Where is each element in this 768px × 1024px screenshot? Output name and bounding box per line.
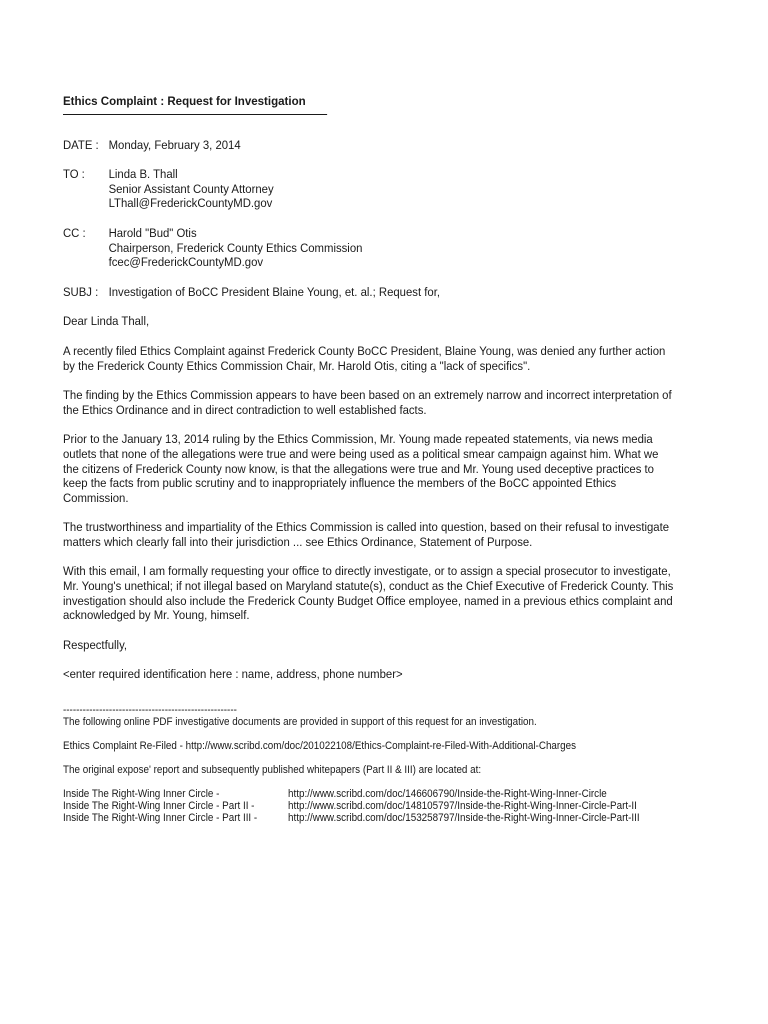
refiled-link[interactable]: Ethics Complaint Re-Filed - http://www.scribd.com/doc/201022108/Ethics-Complaint-re-Filed-With-Additional-Charges: [63, 740, 577, 752]
cc-block: [63, 226, 677, 270]
link-label: Inside The Right-Wing Inner Circle -: [63, 788, 220, 800]
subject-label: SUBJ :: [63, 284, 99, 299]
to-recipient: [109, 167, 274, 211]
body-paragraph: The trustworthiness and impartiality of the Ethics Commission is called into question, based on their refusal to investigate matters which clearly fall into their jurisdiction ... see Ethics Ordinance, Statement of Purpose.: [63, 520, 670, 549]
body-paragraph: A recently filed Ethics Complaint against Frederick County BoCC President, Blaine Young, was denied any further action by the Frederick County Ethics Commission Chair, Mr. Harold Otis, citing a "lack of specifics".: [63, 343, 666, 373]
cc-recipient: [109, 226, 363, 270]
link-row: [63, 788, 714, 800]
link-row: [63, 812, 714, 824]
separator: -----------------------------------------------------: [63, 704, 237, 716]
letter-body: [63, 94, 677, 682]
signature-placeholder: <enter required identification here : name, address, phone number>: [63, 667, 403, 682]
link-row: [63, 800, 714, 812]
body-paragraph: The finding by the Ethics Commission appears to have been based on an extremely narrow and incorrect interpretation of the Ethics Ordinance and in direct contradiction to well established facts.: [63, 388, 672, 417]
subject-value: Investigation of BoCC President Blaine Young, et. al.; Request for,: [108, 284, 440, 299]
cc-title: Chairperson, Frederick County Ethics Commission: [108, 240, 363, 255]
document-title: Ethics Complaint : Request for Investigation: [63, 94, 327, 115]
to-email: LThall@FrederickCountyMD.gov: [108, 196, 273, 211]
body-paragraph: With this email, I am formally requesting your office to directly investigate, or to assign a special prosecutor to investigate, Mr. Young's unethical; if not illegal based on Maryland statute(s), conduct as the Chief Executive of Frederick County. This investigation should also include the Frederick County Budget Office employee, named in a previous ethics complaint and acknowledged by Mr. Young, himself.: [63, 564, 674, 623]
date-line: [63, 138, 677, 153]
subject-line: [63, 285, 677, 300]
link-url[interactable]: http://www.scribd.com/doc/153258797/Inside-the-Right-Wing-Inner-Circle-Part-III: [288, 812, 640, 824]
link-label: Inside The Right-Wing Inner Circle - Part II -: [63, 800, 255, 812]
appendix-intro: The following online PDF investigative documents are provided in support of this request for an investigation.: [63, 716, 537, 728]
cc-name: Harold "Bud" Otis: [108, 225, 197, 240]
to-block: [63, 167, 677, 211]
link-url[interactable]: http://www.scribd.com/doc/146606790/Inside-the-Right-Wing-Inner-Circle: [288, 788, 607, 800]
link-list: [63, 788, 714, 824]
body-paragraph: Prior to the January 13, 2014 ruling by the Ethics Commission, Mr. Young made repeated statements, via news media outlets that none of the allegations were true and were being used as a political smear campaign against him. What we the citizens of Frederick County now know, is that the allegations were true and Mr. Young used deceptive practices to keep the facts from public scrutiny and to inappropriately influence the members of the BoCC appointed Ethics Commission.: [63, 432, 659, 505]
link-label: Inside The Right-Wing Inner Circle - Part III -: [63, 812, 258, 824]
to-title: Senior Assistant County Attorney: [108, 181, 274, 196]
located-note: The original expose' report and subsequently published whitepapers (Part II & III) are located at:: [63, 764, 482, 776]
link-url[interactable]: http://www.scribd.com/doc/148105797/Inside-the-Right-Wing-Inner-Circle-Part-II: [288, 800, 637, 812]
salutation: Dear Linda Thall,: [63, 314, 150, 329]
closing: Respectfully,: [63, 637, 128, 652]
to-label: TO :: [63, 167, 85, 182]
date-label: DATE :: [63, 137, 99, 152]
cc-label: CC :: [63, 225, 86, 240]
to-name: Linda B. Thall: [108, 167, 178, 182]
appendix: [63, 704, 714, 824]
cc-email: fcec@FrederickCountyMD.gov: [108, 255, 264, 270]
date-value: Monday, February 3, 2014: [108, 137, 241, 152]
